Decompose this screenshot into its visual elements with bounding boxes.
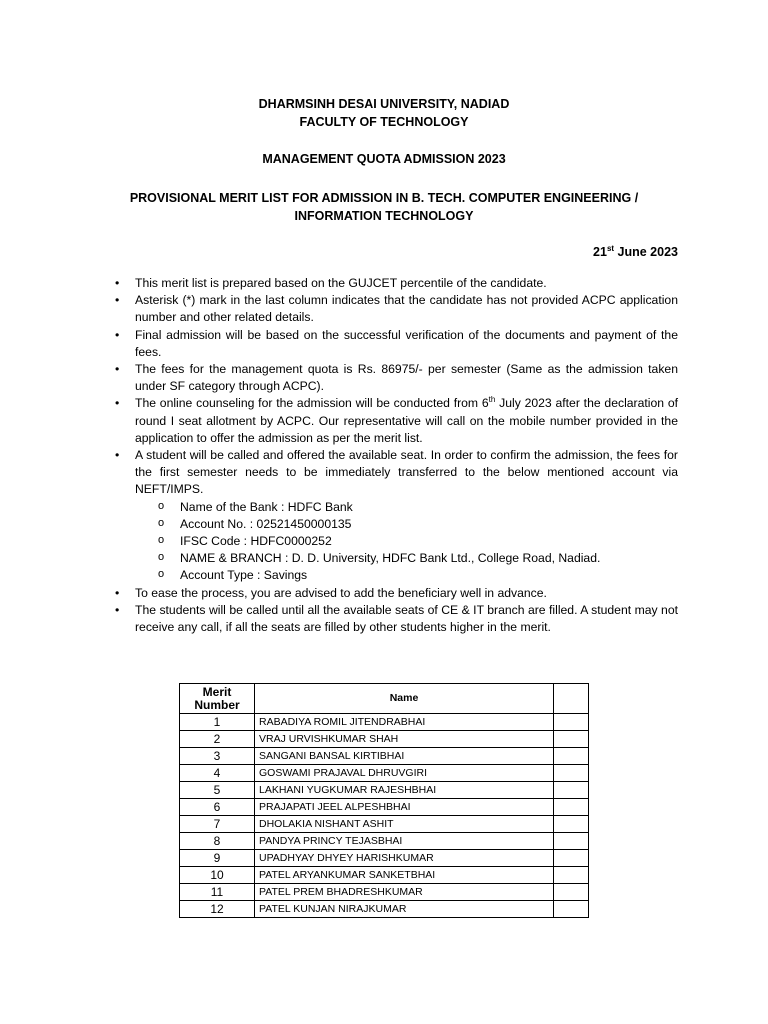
merit-number-cell: 2 bbox=[180, 731, 255, 748]
remarks-cell bbox=[554, 884, 589, 901]
merit-header-line2: Number bbox=[194, 697, 240, 712]
table-header-row bbox=[180, 684, 589, 714]
faculty-name: FACULTY OF TECHNOLOGY bbox=[299, 115, 469, 129]
merit-number-cell: 5 bbox=[180, 782, 255, 799]
bank-detail-item: o Account Type : Savings bbox=[110, 567, 678, 584]
instruction-text: The online counseling for the admission will be conducted from 6 bbox=[135, 396, 489, 411]
instruction-item: • The fees for the management quota is Rs. 86975/- per semester (Same as the admission taken under SF category through ACPC). bbox=[110, 361, 678, 395]
merit-number-cell: 3 bbox=[180, 748, 255, 765]
date-day: 21 bbox=[593, 245, 607, 260]
remarks-cell bbox=[554, 850, 589, 867]
merit-number-cell: 1 bbox=[180, 714, 255, 731]
name-cell: PANDYA PRINCY TEJASBHAI bbox=[255, 833, 554, 850]
merit-list-title-line1: PROVISIONAL MERIT LIST FOR ADMISSION IN B. TECH. COMPUTER ENGINEERING / bbox=[129, 191, 639, 205]
table-row bbox=[180, 731, 589, 748]
merit-header-line1: Merit bbox=[202, 684, 232, 699]
merit-list-title-line2: INFORMATION TECHNOLOGY bbox=[294, 209, 474, 223]
name-cell: PATEL KUNJAN NIRAJKUMAR bbox=[255, 901, 554, 918]
table-row bbox=[180, 748, 589, 765]
merit-number-cell: 11 bbox=[180, 884, 255, 901]
date-rest: June 2023 bbox=[614, 245, 678, 260]
name-cell: VRAJ URVISHKUMAR SHAH bbox=[255, 731, 554, 748]
name-header: Name bbox=[255, 684, 554, 714]
merit-number-header bbox=[180, 684, 255, 714]
bank-detail-item: o IFSC Code : HDFC0000252 bbox=[110, 533, 678, 550]
table-row bbox=[180, 850, 589, 867]
document-date bbox=[593, 244, 678, 259]
instruction-item: • The students will be called until all the available seats of CE & IT branch are filled. A student may not receive any call, if all the seats are filled by other students higher in the merit. bbox=[110, 602, 678, 636]
name-cell: PATEL PREM BHADRESHKUMAR bbox=[255, 884, 554, 901]
date-suffix: st bbox=[606, 244, 615, 253]
instruction-item: • Asterisk (*) mark in the last column indicates that the candidate has not provided ACPC application number and other related details. bbox=[110, 292, 678, 326]
table-row bbox=[180, 867, 589, 884]
remarks-cell bbox=[554, 816, 589, 833]
instruction-item: • To ease the process, you are advised to add the beneficiary well in advance. bbox=[110, 585, 678, 602]
remarks-cell bbox=[554, 833, 589, 850]
quota-title: MANAGEMENT QUOTA ADMISSION 2023 bbox=[262, 152, 506, 166]
merit-number-cell: 10 bbox=[180, 867, 255, 884]
table-row bbox=[180, 833, 589, 850]
table-row bbox=[180, 799, 589, 816]
bank-detail-item: o NAME & BRANCH : D. D. University, HDFC Bank Ltd., College Road, Nadiad. bbox=[110, 550, 678, 567]
table-row bbox=[180, 782, 589, 799]
remarks-cell bbox=[554, 782, 589, 799]
merit-table bbox=[179, 683, 589, 918]
bank-detail-item: o Account No. : 02521450000135 bbox=[110, 516, 678, 533]
name-cell: LAKHANI YUGKUMAR RAJESHBHAI bbox=[255, 782, 554, 799]
instruction-item: • This merit list is prepared based on the GUJCET percentile of the candidate. bbox=[110, 275, 678, 292]
bank-detail-item: o Name of the Bank : HDFC Bank bbox=[110, 499, 678, 516]
remarks-cell bbox=[554, 901, 589, 918]
name-cell: DHOLAKIA NISHANT ASHIT bbox=[255, 816, 554, 833]
remarks-cell bbox=[554, 748, 589, 765]
merit-number-cell: 6 bbox=[180, 799, 255, 816]
merit-number-cell: 7 bbox=[180, 816, 255, 833]
name-cell: RABADIYA ROMIL JITENDRABHAI bbox=[255, 714, 554, 731]
name-cell: PATEL ARYANKUMAR SANKETBHAI bbox=[255, 867, 554, 884]
remarks-cell bbox=[554, 867, 589, 884]
instruction-item bbox=[110, 395, 678, 447]
remarks-cell bbox=[554, 714, 589, 731]
name-cell: UPADHYAY DHYEY HARISHKUMAR bbox=[255, 850, 554, 867]
instruction-superscript: th bbox=[488, 395, 496, 405]
merit-number-cell: 4 bbox=[180, 765, 255, 782]
merit-number-cell: 9 bbox=[180, 850, 255, 867]
university-name: DHARMSINH DESAI UNIVERSITY, NADIAD bbox=[258, 97, 510, 111]
name-cell: GOSWAMI PRAJAVAL DHRUVGIRI bbox=[255, 765, 554, 782]
remarks-header bbox=[554, 684, 589, 714]
remarks-cell bbox=[554, 765, 589, 782]
table-row bbox=[180, 884, 589, 901]
remarks-cell bbox=[554, 731, 589, 748]
table-row bbox=[180, 901, 589, 918]
table-row bbox=[180, 816, 589, 833]
merit-number-cell: 12 bbox=[180, 901, 255, 918]
merit-number-cell: 8 bbox=[180, 833, 255, 850]
instructions-list bbox=[110, 275, 678, 636]
remarks-cell bbox=[554, 799, 589, 816]
instruction-item: • A student will be called and offered the available seat. In order to confirm the admission, the fees for the first semester needs to be immediately transferred to the below mentioned account via NEFT/IMPS. bbox=[110, 447, 678, 499]
instruction-item: • Final admission will be based on the successful verification of the documents and payment of the fees. bbox=[110, 327, 678, 361]
name-cell: PRAJAPATI JEEL ALPESHBHAI bbox=[255, 799, 554, 816]
table-row bbox=[180, 714, 589, 731]
table-row bbox=[180, 765, 589, 782]
instruction-text: July 2023 after the declaration of round I seat allotment by ACPC. Our representative will call on the mobile number provided in the application to offer the admission as per the merit list. bbox=[135, 396, 678, 445]
name-cell: SANGANI BANSAL KIRTIBHAI bbox=[255, 748, 554, 765]
